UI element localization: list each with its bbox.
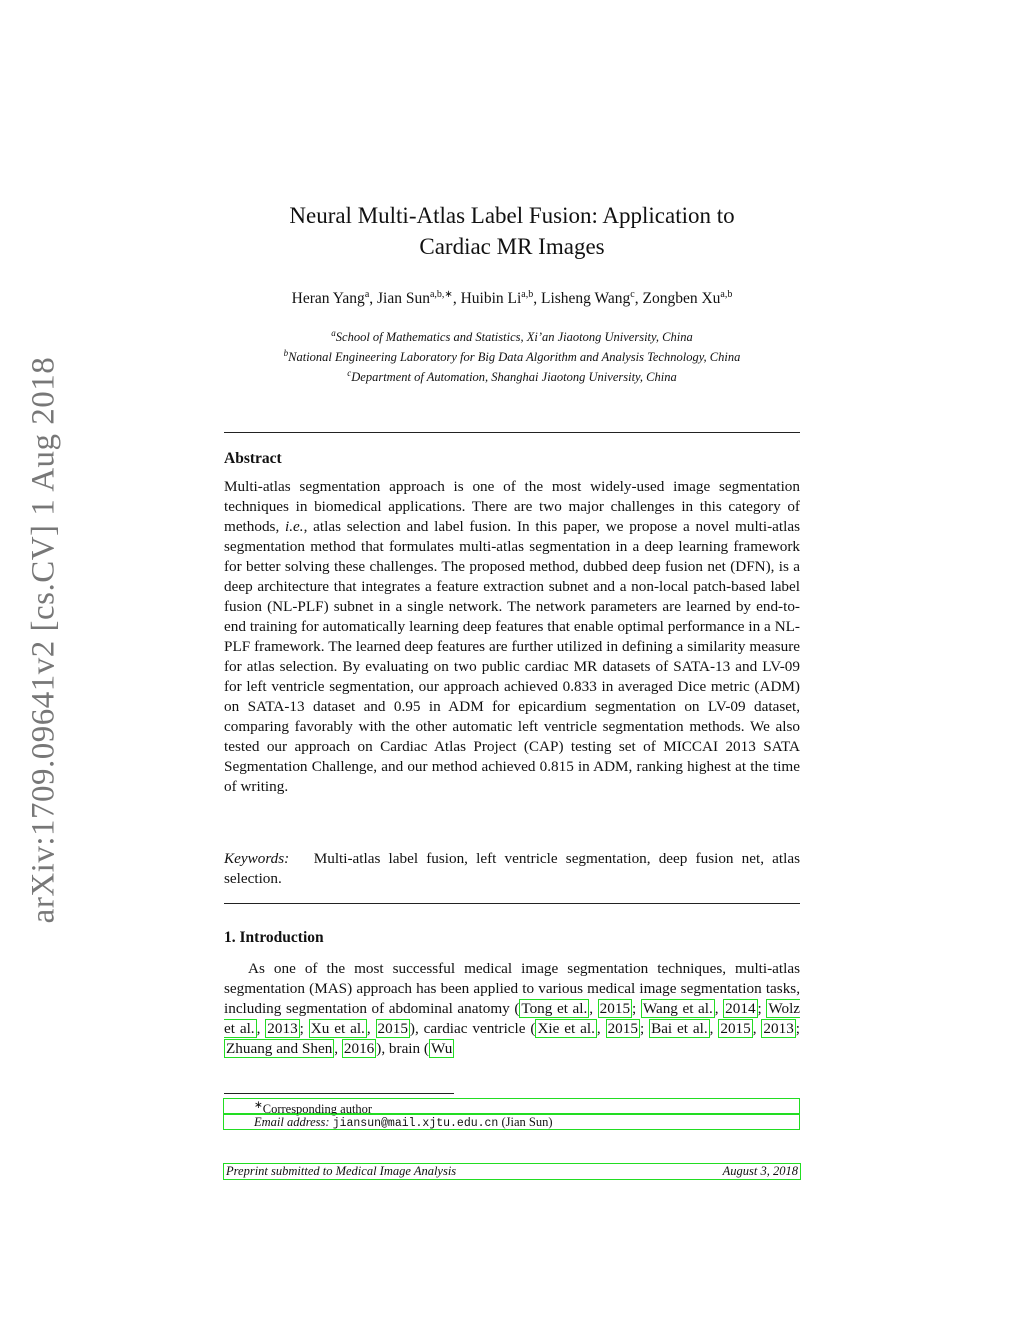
citation-link[interactable]: Zhuang and Shen	[226, 1040, 333, 1057]
citation-link[interactable]: 2015	[377, 1020, 408, 1037]
title-line-2: Cardiac MR Images	[419, 234, 605, 259]
email-label: Email address:	[254, 1115, 330, 1129]
abstract-bottom-rule	[224, 903, 800, 904]
citation-link[interactable]: 2013	[763, 1020, 794, 1037]
citation-link[interactable]: Wang et al.	[642, 1000, 713, 1017]
citation-link[interactable]: Wu	[430, 1040, 453, 1057]
citation-link[interactable]: 2016	[343, 1040, 375, 1057]
author-affil-mark: a,b	[521, 289, 534, 300]
footer-journal: Preprint submitted to Medical Image Analysis	[226, 1164, 457, 1178]
author-name: Jian Sun	[377, 290, 430, 308]
citation-link[interactable]: Xu et al.	[310, 1020, 365, 1037]
author-affil-mark: c	[630, 289, 635, 300]
abstract-text: Multi-atlas segmentation approach is one of the most widely-used image segmentation techniques in biomedical applications. There are two major challenges in this category of methods, i.e., atlas selection and label fusion. In this paper, we propose a novel multi-atlas segmentation method that formulates multi-atlas segmentation in a deep learning framework for better solving these challenges. The proposed method, dubbed deep fusion net (DFN), is a deep architecture that integrates a feature extraction subnet and a non-local patch-based label fusion (NL-PLF) subnet in a single network. The network parameters are learned by end-to-end training for automatically learning deep features that enable optimal performance in a NL-PLF framework. The learned deep features are further utilized in defining a similarity measure for atlas selection. By evaluating on two public cardiac MR datasets of SATA-13 and LV-09 for left ventricle segmentation, our approach achieved 0.833 in averaged Dice metric (ADM) on SATA-13 dataset and 0.95 in ADM for epicardium segmentation on LV-09 dataset, comparing favorably with the other automatic left ventricle segmentation methods. We also tested our approach on Cardiac Atlas Project (CAP) testing set of MICCAI 2013 SATA Segmentation Challenge, and our method achieved 0.815 in ADM, ranking highest at the time of writing.	[224, 478, 801, 795]
abstract-heading: Abstract	[224, 450, 282, 467]
affiliations	[180, 325, 844, 385]
arxiv-identifier[interactable]: arXiv:1709.09641v2 [cs.CV] 1 Aug 2018	[25, 356, 62, 924]
author-affil-mark: a,b,∗	[429, 289, 453, 300]
citation-link[interactable]: Xie et al.	[537, 1020, 595, 1037]
introduction-text: As one of the most successful medical image segmentation techniques, multi-atlas segmentation (MAS) approach has been applied to various medical image segmentation tasks, including segmentation of abdominal anatomy ( Tong et al. , 2015 ; Wang et al. , 2014 ; Wolz et al. , 2013 ; Xu et al. , 2015 ), cardiac ventricle ( Xie et al. , 2015 ; Bai et al. , 2015 , 2013 ; Zhuang and Shen , 2016 ), brain ( Wu	[224, 960, 801, 1057]
citation-link[interactable]: Bai et al.	[651, 1020, 708, 1037]
keywords	[224, 849, 800, 889]
footnote-corresponding-author[interactable]: ∗Corresponding author	[223, 1098, 800, 1114]
author-list: Heran Yang$^a$, Jian Sun$^{a,b,∗}$, Huibin Li$^{a,b}$, Lisheng Wang$^c$, Zongben Xu$^{a,b}$	[291, 289, 733, 308]
citation-link[interactable]: 2013	[267, 1020, 298, 1037]
footnote-rule	[224, 1093, 454, 1094]
affiliation-line: $^c$Department of Automation, Shanghai Jiaotong University, China	[347, 368, 677, 385]
author-name: Zongben Xu	[642, 290, 721, 308]
citation-link[interactable]: 2014	[725, 1000, 756, 1017]
affiliation-line: $^b$National Engineering Laboratory for Big Data Algorithm and Analysis Technology, China	[283, 348, 741, 365]
affiliation-line: $^a$School of Mathematics and Statistics, Xi’an Jiaotong University, China	[331, 328, 693, 345]
section-heading-introduction: 1. Introduction	[224, 929, 324, 946]
abstract-top-rule	[224, 432, 800, 433]
email-address: jiansun@mail.xjtu.edu.cn	[332, 1117, 499, 1130]
paper-title	[212, 200, 812, 262]
citation-link[interactable]: 2015	[607, 1020, 638, 1037]
author-name: Heran Yang	[291, 290, 365, 308]
keywords-text: Multi-atlas label fusion, left ventricle segmentation, deep fusion net, atlas selection.	[224, 850, 801, 887]
author-name: Lisheng Wang	[540, 290, 631, 308]
author-affil-mark: a,b	[720, 289, 733, 300]
footer-date: August 3, 2018	[722, 1164, 798, 1178]
author-name: Huibin Li	[460, 290, 522, 308]
preprint-footer-link[interactable]	[223, 1163, 801, 1180]
citation-link[interactable]: 2015	[720, 1020, 751, 1037]
keywords-label: Keywords:	[224, 850, 290, 867]
citation-link[interactable]: 2015	[599, 1000, 631, 1017]
author-affil-mark: a	[364, 289, 370, 300]
title-line-1: Neural Multi-Atlas Label Fusion: Application to	[289, 203, 735, 228]
citation-link[interactable]: Tong et al.	[521, 1000, 588, 1017]
citation-link[interactable]: Wolz et al.	[224, 1000, 801, 1037]
footnote-email-link[interactable]: Email address: jiansun@mail.xjtu.edu.cn (Jian Sun)	[223, 1114, 800, 1130]
